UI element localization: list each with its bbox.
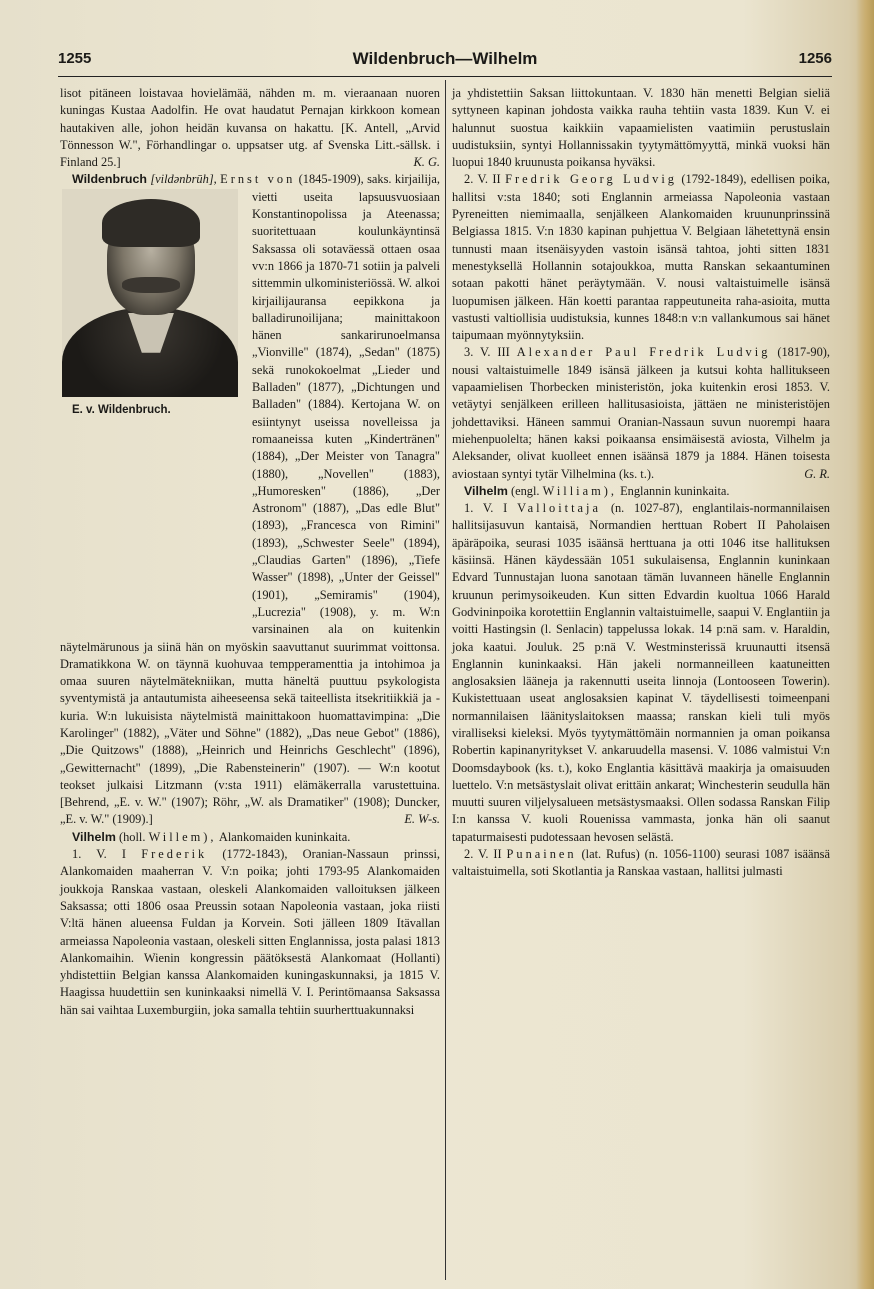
sub-entry-name: Punainen (506, 847, 577, 862)
sub-entry-name: Fredrik Georg Ludvig (505, 172, 677, 187)
entry-name: Ernst von (220, 172, 296, 187)
entry-note: (engl. (510, 483, 540, 498)
sub-entry (452, 344, 830, 482)
author-signature: E. W-s. (404, 812, 440, 827)
article-entry-wildenbruch (60, 171, 440, 828)
paragraph-text: Englannin kuninkaita. (620, 483, 730, 498)
running-title: Wildenbruch—Wilhelm (352, 49, 538, 68)
sub-entry (452, 846, 830, 881)
sub-entry (452, 500, 830, 846)
sub-entry-number: 2. V. II (464, 172, 501, 187)
sub-entry-number: 1. V. I (464, 501, 508, 516)
sub-entry (60, 846, 440, 1019)
paragraph-text: (n. 1027-87), englantilais-normannilaisen hallitsijasuvun kantaisä, Normandien herttuan Robert II Paholaisen äpäräpoika, seurasi 1035 isäänsä herttuana ja otti 1046 itse hallituksen käsiinsä. Hänen käydessään 1051 sukulaisensa, Englannin kuninkaan Edvard Tunnustajan luona sanotaan tämän luvanneen hänelle Englannin kruunun perimysoikeuden. Kun sitten Edvardin kuoltua 1066 Harald Godvininpoika korotettiin Englannin valtaistuimelle, saapui V. Englantiin ja voitti Hastingsin (l. Senlacin) tappelussa lokak. 14 p:nä sam. v. Haraldin, joka kaatui. Jouluk. 25 p:nä V. Westminsterissä kruunautti itsensä Englannin kuninkaaksi. Hän jakeli normanneilleen kaatuneitten anglosaksien lääneja ja rakennutti useita linnoja (Lontooseen Towerin). Kukistettuaan useat anglosaksien kapinat V. täydellisesti toimeenpani normannilaisen läänityslaitoksen maassa; ranskan kieli tuli myös viralliseksi kieleksi. Myös tyytymättömäin normannien ja oman poikansa Robertin kapinanyritykset V. ankaruudella masensi. V. 1086 valmistui V:n Doomsdaybook (ks. t.), koko Englantia käsittävä maakirja ja omaisuuden luettelo. V:n metsästyslait olivat erittäin ankarat; Winchesterin seudulla hän muutti suuren viljelysalueen metsästysmaaksi. Ollen sodassa Ranskan Filip I:n kanssa V. kuoli Rouenissa vammasta, jonka hän oli saanut tapaturmaisesti pudotessaan hevosen selästä. (452, 501, 830, 844)
sub-entry-name: Frederik (141, 847, 208, 862)
paragraph-text: (1845-1909), saks. kirjailija, vietti useita lapsuusvuosiaan Konstantinopolissa ja Ateenassa; suoritettuaan koulunkäyntinsä Saksassa oli sotaväessä ottaen osaa vv:n 1866 ja 1870-71 sotiin ja palveli sittemmin ulkoministeriössä. W. alkoi kirjailijauransa eepikkona ja balladirunoilijana; mainittakoon hänen sankarirunoelmansa „Vionville" (1874), „Sedan" (1875) sekä runokokoelmat „Lieder und Balladen" (1877), „Dichtungen und Balladen" (1884). Kertojana W. on esiintynyt useissa novelleissa ja romaaneissa kuten „Kindertränen" (1884), „Der Meister von Tanagra" (1880), „Novellen" (1883), „Humoresken" (1886), „Der Astronom" (1887), „Das edle Blut" (1893), „Francesca von Rimini" (1893), „Schwester Seele" (1894), „Claudias Garten" (1896), „Tiefe Wasser" (1898), „Unter der Geissel" (1901), „Semiramis" (1904), „Lucrezia" (1908), y. m. W:n varsinainen ala on kuitenkin näytelmärunous ja siinä hän on myöskin saavuttanut suurimmat voittonsa. Dramatikkona W. on täynnä kuohuvaa tempperamenttia ja intohimoa ja omaa suuren näytelmätekniikan, mutta häneltä puuttuu psykologista syventymistä ja antautumista aiheeseensa sekä taiteellista itsekritiikkiä ja -kuria. W:n lukuisista näytelmistä mainittakoon huomattavimpina: „Die Karolinger" (1882), „Väter und Söhne" (1882), „Das neue Gebot" (1886), „Die Quitzows" (1888), „Heinrich und Heinrichs Geschlecht" (1896), „Gewitternacht" (1899), „Die Rabensteinerin" (1907). — W:n kootut teokset julkaisi Litzmann (v:sta 1911) elämäkerralla varustettuina. [Behrend, „E. v. W." (1907); Röhr, „W. als Dramatiker" (1908); Duncker, „E. v. W." (1909).] (60, 172, 440, 827)
article-entry-vilhelm-engl (452, 483, 830, 500)
article-paragraph (60, 85, 440, 171)
paragraph-text: (1772-1843), Oranian-Nassaun prinssi, Alankomaiden maaherran V. V:n poika; johti 1793-95 Alankomaiden joukkoja Ranskaa vastaan, oleskeli Alankomaiden valloituksen jälkeen Saksassa; otti 1806 osaa Preussin sotaan Napoleonia vastaan, joka riisti V:ltä hänen alueensa Fuldan ja Korvein. Soti jälleen 1809 Itävallan armeiassa Napoleonia vastaan, oleskeli sitten Englannissa, josta palasi 1813 Alankomaihin. Wienin kongressin päätöksestä Alankomaat (Hollanti) yhdistettiin Belgian kanssa Alankomaiden kuningaskunnaksi, ja 1815 V. Haagissa huudettiin sen kuninkaaksi nimellä V. I. Perintömaansa Saksassa hän sai vaihtaa Luxemburgiin, joka samalla tehtiin suurherttuakunnaksi (60, 847, 440, 1017)
paragraph-text: (1817-90), nousi valtaistuimelle 1849 isänsä jälkeen ja kutsui kohta hallitukseen vapaamielisen Thorbecken ministeristön, joka kuitenkin erosi 1853. V. vetäytyi senjälkeen erilleen hallitusasioista, jättäen ne ministeristöjen johdettaviksi. Häneen sammui Oranian-Nassaun suvun nuorempi haara miehenpuolelta; hänen kaksi poikaansa ensimäisestä aviosta, Vilhelm ja Aleksander, olivat kuolleet ennen isäänsä 1879 ja 1884. Hänen toisesta aviostaan syntyi tytär Vilhelmina (ks. t.). (452, 345, 830, 481)
paragraph-text: (1792-1849), edellisen poika, hallitsi v:sta 1840; soti Englannin armeiassa Napoleonia vastaan Pyreneitten niemimaalla, senjälkeen Alankomaiden kruununprinssinä Belgiassa 1815. V:n 1830 kapinan puhjettua V. Belgiaan lähetettynä ensin tunnusti maan itsenäisyyden vastoin isänsä tahtoa, johti sitten 1831 menestyksellä Hollannin sotajoukkoa, mutta Ranskan sekaantuminen sotaan pakotti hänet peräytymään. V. nousi valtaistuimelle isänsä luopumisen jälkeen. Hän koetti parantaa rappeutuneita raha-asioita, mutta vastusti valtiollisia uudistuksia, kunnes 1848:n v:n vallankumous sai hänet taipumaan myönnytyksiin. (452, 172, 830, 343)
right-column (452, 85, 830, 881)
portrait-caption: E. v. Wildenbruch. (72, 403, 171, 416)
sub-entry-number: 2. V. II (464, 847, 502, 862)
page-number-right: 1256 (798, 50, 832, 67)
paragraph-text: lisot pitäneen loistavaa hovielämää, nähden m. m. vieraanaan nuoren kuningas Kustaa Aadolfin. He ovat haudatut Pernajan kirkkoon komean hautakiven alle, johon heidän kuvansa on hakattu. [K. Antell, „Arvid Tönnesson W.", Förhandlingar o. uppsatser utg. af Svenska Litt.-sällsk. i Finland 25.] (60, 86, 440, 170)
author-signature: G. R. (804, 466, 830, 481)
pronunciation: [vildənbrūh], (150, 172, 217, 187)
entry-name: William), (542, 483, 617, 498)
article-entry-vilhelm-holl (60, 829, 440, 846)
entry-headword: Wildenbruch (72, 172, 147, 187)
paragraph-text: ja yhdistettiin Saksan liittokuntaan. V. 1830 hän menetti Belgian sieliä syttyneen kapinan johdosta vaikka rauha tehtiin vasta 1839. Kun V. ei halunnut suostua kaikkiin vapaamielisten vaatimiin perustuslain uudistuksiin, syntyi Hollannissakin tyytymättömyyttä, minkä vuoksi hän luopui 1840 kruunusta poikansa hyväksi. (452, 86, 830, 170)
sub-entry-number: 1. V. I (72, 847, 127, 862)
sub-entry-name: Valloittaja (517, 501, 601, 516)
paragraph-text: Alankomaiden kuninkaita. (218, 829, 351, 844)
entry-headword: Vilhelm (464, 483, 508, 498)
page-header (58, 50, 832, 72)
sub-entry (452, 171, 830, 344)
sub-entry-number: 3. V. III (464, 345, 510, 360)
entry-name: Willem), (148, 829, 217, 844)
entry-note: (holl. (118, 829, 146, 844)
left-column (60, 85, 440, 1019)
column-divider (445, 80, 446, 1280)
page-edge-shadow (856, 0, 874, 1289)
portrait-photo (62, 189, 238, 397)
header-rule (58, 76, 832, 77)
portrait-figure (60, 189, 242, 625)
sub-entry-name: Alexander Paul Fredrik Ludvig (516, 345, 771, 360)
author-signature: K. G. (413, 155, 440, 170)
paragraph-text: (lat. Rufus) (n. 1056-1100) seurasi 1087 isäänsä valtaistuimella, soti Skotlantia ja Ranskaa vastaan, hallitsi julmasti (452, 847, 830, 879)
article-paragraph (452, 85, 830, 171)
entry-headword: Vilhelm (72, 829, 116, 844)
page-number-left: 1255 (58, 50, 92, 67)
